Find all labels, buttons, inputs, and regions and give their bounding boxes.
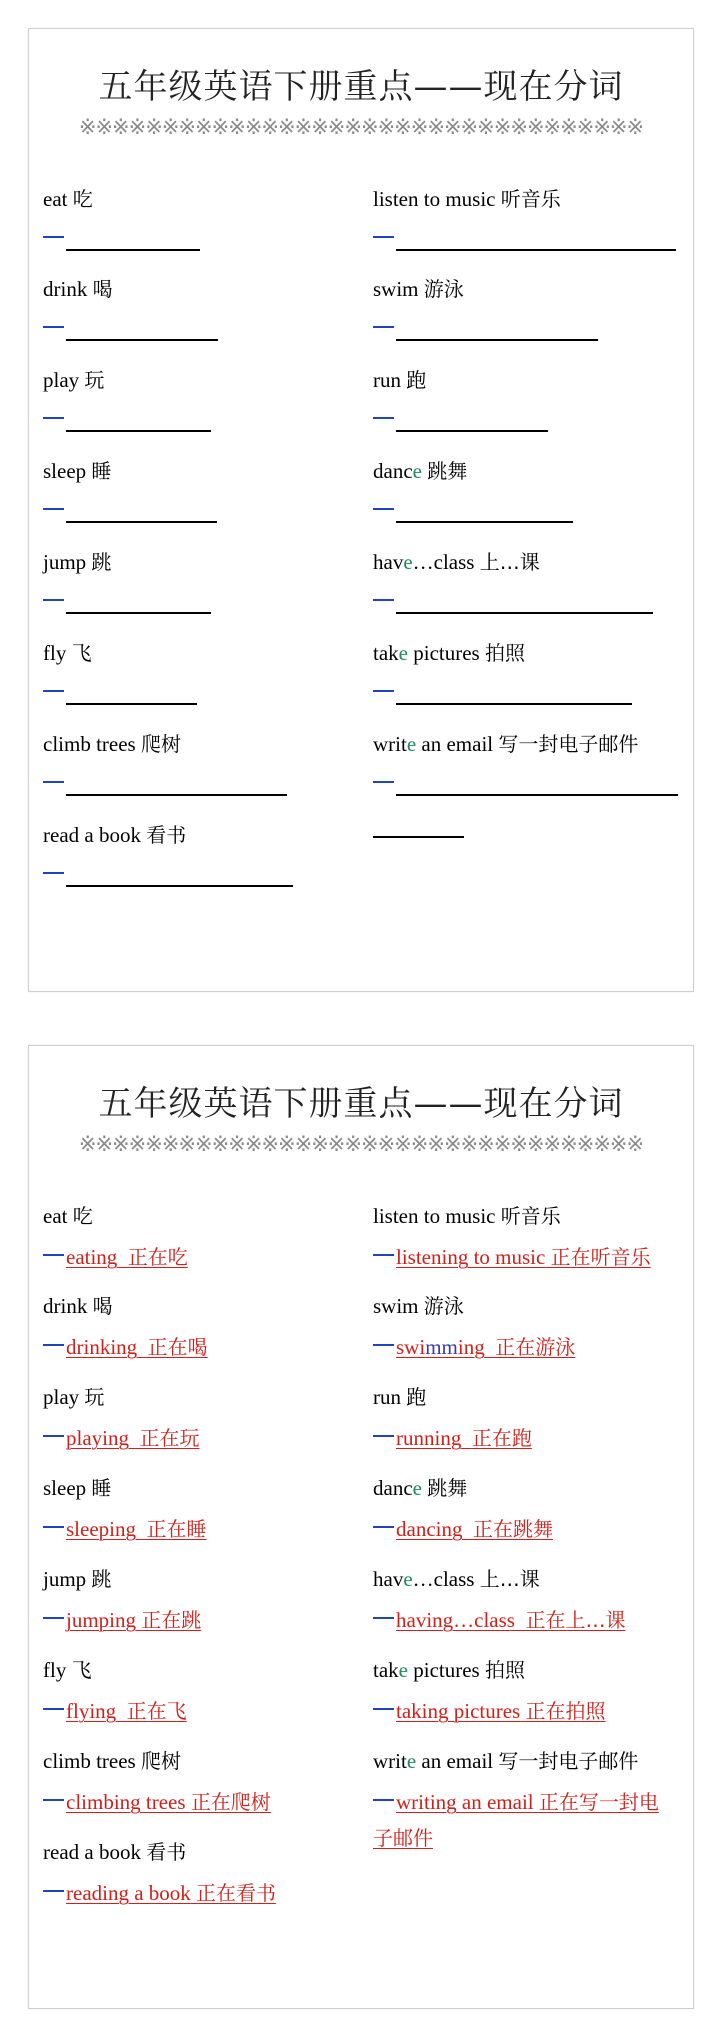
answer-blank[interactable] [43,770,353,798]
answer: writing an email 正在写一封电子邮件 [373,1790,659,1850]
list-item: swim 游泳 swimming 正在游泳 [373,1292,683,1365]
list-item: have…class 上…课 having…class 正在上…课 [373,1565,683,1638]
answer-blank[interactable] [43,406,353,434]
list-item: swim 游泳 [373,275,683,343]
list-item: take pictures 拍照 [373,639,683,707]
answer: dancing 正在跳舞 [373,1511,683,1547]
list-item: read a book 看书 reading a book 正在看书 [43,1838,353,1911]
answer-blank[interactable] [373,588,683,616]
list-item: take pictures 拍照 taking pictures 正在拍照 [373,1656,683,1729]
answer-blank[interactable] [373,225,683,253]
star-divider: ※※※※※※※※※※※※※※※※※※※※※※※※※※※※※※※※※※ [78,1132,644,1156]
list-item: climb trees 爬树 [43,730,353,798]
answer-blank[interactable] [43,497,353,525]
answer: having…class 正在上…课 [373,1602,683,1638]
list-item: write an email 写一封电子邮件 writing an email 正在写一封电子邮件 [373,1747,683,1856]
list-item: listen to music 听音乐 [373,185,683,253]
answer-blank[interactable] [43,315,353,343]
list-item: play 玩 [43,366,353,434]
list-item: read a book 看书 [43,821,353,889]
list-item: eat 吃 eating 正在吃 [43,1202,353,1275]
answer-blank[interactable] [43,861,353,889]
list-item: dance 跳舞 [373,457,683,525]
list-item: play 玩 playing 正在玩 [43,1383,353,1456]
answer-blank[interactable] [43,225,353,253]
answer-blank[interactable] [373,497,683,525]
list-item: run 跑 running 正在跑 [373,1383,683,1456]
answer: eating 正在吃 [43,1239,353,1275]
list-item: jump 跳 [43,548,353,616]
answer: running 正在跑 [373,1420,683,1456]
answer: playing 正在玩 [43,1420,353,1456]
answer: swimming 正在游泳 [373,1329,683,1365]
answer-blank[interactable] [373,406,683,434]
list-item: sleep 睡 [43,457,353,525]
answer-blank[interactable] [43,588,353,616]
answer-blank[interactable] [43,679,353,707]
worksheet-blank [28,28,694,992]
page-title: 五年级英语下册重点——现在分词 [98,67,624,107]
answer-blank[interactable] [373,315,683,343]
answer: listening to music 正在听音乐 [373,1239,693,1275]
answer: climbing trees 正在爬树 [43,1784,353,1820]
answer: flying 正在飞 [43,1693,353,1729]
answer: reading a book 正在看书 [43,1875,353,1911]
answer-blank[interactable] [373,770,683,840]
list-item: have…class 上…课 [373,548,683,616]
list-item: jump 跳 jumping 正在跳 [43,1565,353,1638]
answer: taking pictures 正在拍照 [373,1693,683,1729]
list-item: fly 飞 [43,639,353,707]
page-title: 五年级英语下册重点——现在分词 [98,1084,624,1124]
list-item: sleep 睡 sleeping 正在睡 [43,1474,353,1547]
list-item: drink 喝 [43,275,353,343]
worksheet-answers [28,1045,694,2009]
list-item: dance 跳舞 dancing 正在跳舞 [373,1474,683,1547]
list-item: run 跑 [373,366,683,434]
list-item: climb trees 爬树 climbing trees 正在爬树 [43,1747,353,1820]
list-item: write an email 写一封电子邮件 [373,730,683,840]
list-item: listen to music 听音乐 listening to music 正在听音乐 [373,1202,693,1275]
answer: sleeping 正在睡 [43,1511,353,1547]
star-divider: ※※※※※※※※※※※※※※※※※※※※※※※※※※※※※※※※※※ [78,115,644,139]
list-item: drink 喝 drinking 正在喝 [43,1292,353,1365]
answer: jumping 正在跳 [43,1602,353,1638]
answer-blank[interactable] [373,679,683,707]
list-item: fly 飞 flying 正在飞 [43,1656,353,1729]
answer: drinking 正在喝 [43,1329,353,1365]
list-item: eat 吃 [43,185,353,253]
